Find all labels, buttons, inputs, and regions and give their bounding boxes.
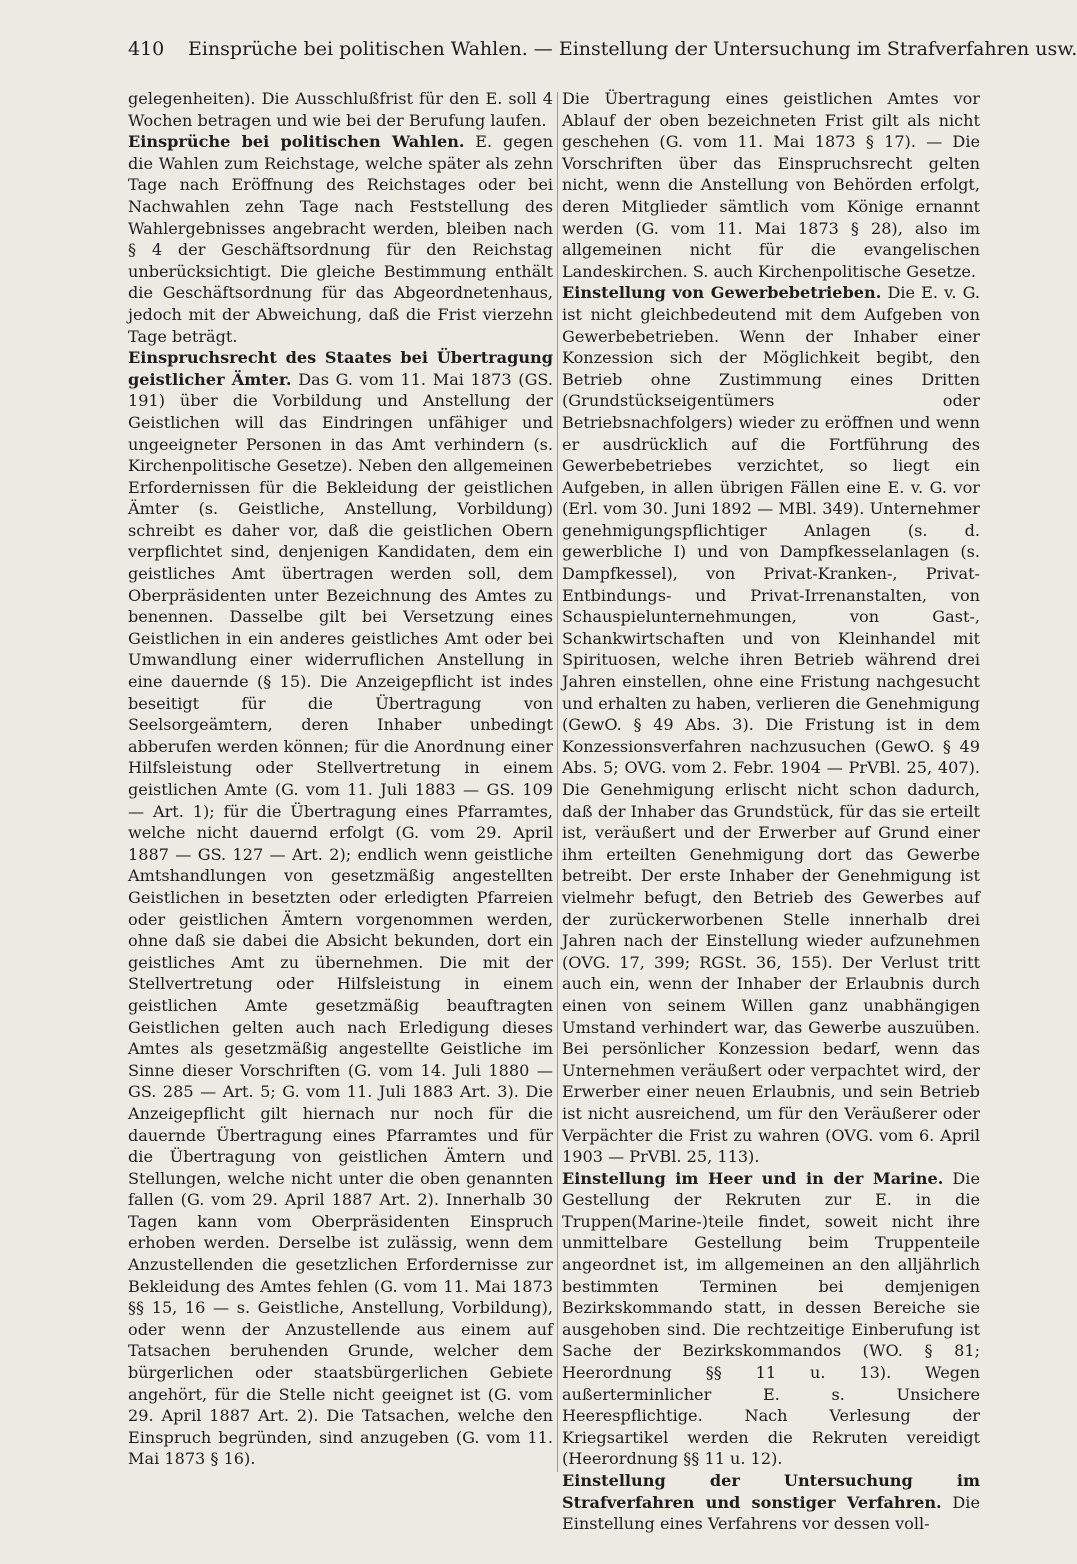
column-divider [557, 92, 558, 1472]
page-number: 410 [128, 38, 165, 60]
running-title: Einsprüche bei politischen Wahlen. — Einstellung der Untersuchung im Strafverfahren usw. [188, 38, 1077, 60]
entry-heading: Einstellung der Untersuchung im Strafverfahren und sonstiger Verfahren. [562, 1471, 980, 1512]
left-para-1: Einsprüche bei politischen Wahlen. E. gegen die Wahlen zum Reichstage, welche später als zehn Tage nach Eröffnung des Reichstages oder bei Nachwahlen zehn Tage nach Feststellung des Wahlergebnisses angebracht werden, bleiben nach § 4 der Geschäftsordnung für den Reichstag unberücksichtigt. Die gleiche Bestimmung enthält die Geschäftsordnung für das Abgeordnetenhaus, jedoch mit der Abweichung, daß die Frist vierzehn Tage beträgt. [128, 132, 553, 346]
entry-heading: Einspruchsrecht des Staates bei Übertragung geistlicher Ämter. [128, 348, 553, 389]
right-column [562, 88, 980, 1534]
right-para-0: Die Übertragung eines geistlichen Amtes vor Ablauf der oben bezeichneten Frist gilt als nicht geschehen (G. vom 11. Mai 1873 § 17). — Die Vorschriften über das Einspruchsrecht gelten nicht, wenn die Anstellung von Behörden erfolgt, deren Mitglieder sämtlich vom Könige ernannt werden (G. vom 11. Mai 1873 § 28), also im allgemeinen nicht für die evangelischen Landeskirchen. S. auch Kirchenpolitische Gesetze. [562, 89, 980, 281]
entry-heading: Einstellung im Heer und in der Marine. [562, 1168, 944, 1188]
entry-heading: Einsprüche bei politischen Wahlen. [128, 132, 465, 152]
left-para-2: Einspruchsrecht des Staates bei Übertragung geistlicher Ämter. Das G. vom 11. Mai 1873 (GS. 191) über die Vorbildung und Anstellung der Geistlichen will das Eindringen unfähiger und ungeeigneter Personen in das Amt verhindern (s. Kirchenpolitische Gesetze). Neben den allgemeinen Erfordernissen für die Bekleidung der geistlichen Ämter (s. Geistliche, Anstellung, Vorbildung) schreibt es daher vor, daß die geistlichen Obern verpflichtet sind, denjenigen Kandidaten, dem ein geistliches Amt übertragen werden soll, dem Oberpräsidenten unter Bezeichnung des Amtes zu benennen. Dasselbe gilt bei Versetzung eines Geistlichen in ein anderes geistliches Amt oder bei Umwandlung einer widerruflichen Anstellung in eine dauernde (§ 15). Die Anzeigepflicht ist indes beseitigt für die Übertragung von Seelsorgeämtern, deren Inhaber unbedingt abberufen werden können; für die Anordnung einer Hilfsleistung oder Stellvertretung in einem geistlichen Amte (G. vom 11. Juli 1883 — GS. 109 — Art. 1); für die Übertragung eines Pfarramtes, welche nicht dauernd erfolgt (G. vom 29. April 1887 — GS. 127 — Art. 2); endlich wenn geistliche Amtshandlungen von gesetzmäßig angestellten Geistlichen in besetzten oder erledigten Pfarreien oder geistlichen Ämtern vorgenommen werden, ohne daß sie dabei die Absicht bekunden, dort ein geistliches Amt zu übernehmen. Die mit der Stellvertretung oder Hilfsleistung in einem geistlichen Amte gesetzmäßig beauftragten Geistlichen gelten auch nach Erledigung dieses Amtes als gesetzmäßig angestellte Geistliche im Sinne dieser Vorschriften (G. vom 14. Juli 1880 — GS. 285 — Art. 5; G. vom 11. Juli 1883 Art. 3). Die Anzeigepflicht gilt hiernach nur noch für die dauernde Übertragung eines Pfarramtes und für die Übertragung von geistlichen Ämtern und Stellungen, welche nicht unter die oben genannten fallen (G. vom 29. April 1887 Art. 2). Innerhalb 30 Tagen kann vom Oberpräsidenten Einspruch erhoben werden. Derselbe ist zulässig, wenn dem Anzustellenden die gesetzlichen Erfordernisse zur Bekleidung des Amtes fehlen (G. vom 11. Mai 1873 §§ 15, 16 — s. Geistliche, Anstellung, Vorbildung), oder wenn der Anzustellende aus einem auf Tatsachen beruhenden Grunde, welcher dem bürgerlichen oder staatsbürgerlichen Gebiete angehört, für die Stelle nicht geeignet ist (G. vom 29. April 1887 Art. 2). Die Tatsachen, welche den Einspruch begründen, sind anzugeben (G. vom 11. Mai 1873 § 16). [128, 348, 553, 1469]
running-header [128, 34, 1077, 64]
left-column [128, 88, 553, 1483]
left-para-0: gelegenheiten). Die Ausschlußfrist für den E. soll 4 Wochen betragen und wie bei der Berufung laufen. [128, 89, 553, 130]
right-para-3: Einstellung der Untersuchung im Strafverfahren und sonstiger Verfahren. Die Einstellung eines Verfahrens vor dessen voll- [562, 1471, 980, 1534]
right-para-2: Einstellung im Heer und in der Marine. Die Gestellung der Rekruten zur E. in die Truppen(Marine-)teile findet, soweit nicht ihre unmittelbare Gestellung beim Truppenteile angeordnet ist, im allgemeinen an den alljährlich bestimmten Terminen bei demjenigen Bezirkskommando statt, in dessen Bereiche sie ausgehoben sind. Die rechtzeitige Einberufung ist Sache der Bezirkskommandos (WO. § 81; Heerordnung §§ 11 u. 13). Wegen außerterminlicher E. s. Unsichere Heerespflichtige. Nach Verlesung der Kriegsartikel werden die Rekruten vereidigt (Heerordnung §§ 11 u. 12). [562, 1168, 980, 1469]
entry-heading: Einstellung von Gewerbebetrieben. [562, 283, 882, 303]
right-para-1: Einstellung von Gewerbebetrieben. Die E. v. G. ist nicht gleichbedeutend mit dem Aufgeben von Gewerbebetrieben. Wenn der Inhaber einer Konzession sich der Möglichkeit begibt, den Betrieb ohne Zustimmung eines Dritten (Grundstückseigentümers oder Betriebsnachfolgers) wieder zu eröffnen und wenn er ausdrücklich auf die Fortführung des Gewerbebetriebes verzichtet, so liegt ein Aufgeben, in allen übrigen Fällen eine E. v. G. vor (Erl. vom 30. Juni 1892 — MBl. 349). Unternehmer genehmigungspflichtiger Anlagen (s. d. gewerbliche I) und von Dampfkesselanlagen (s. Dampfkessel), von Privat-Kranken-, Privat-Entbindungs- und Privat-Irrenanstalten, von Schauspielunternehmungen, von Gast-, Schankwirtschaften und von Kleinhandel mit Spirituosen, welche ihren Betrieb während drei Jahren einstellen, ohne eine Fristung nachgesucht und erhalten zu haben, verlieren die Genehmigung (GewO. § 49 Abs. 3). Die Fristung ist in dem Konzessionsverfahren nachzusuchen (GewO. § 49 Abs. 5; OVG. vom 2. Febr. 1904 — PrVBl. 25, 407). Die Genehmigung erlischt nicht schon dadurch, daß der Inhaber das Grundstück, für das sie erteilt ist, veräußert und der Erwerber auf Grund einer ihm erteilten Genehmigung dort das Gewerbe betreibt. Der erste Inhaber der Genehmigung ist vielmehr befugt, den Betrieb des Gewerbes auf der zurückerworbenen Stelle innerhalb drei Jahren nach der Einstellung wieder aufzunehmen (OVG. 17, 399; RGSt. 36, 155). Der Verlust tritt auch ein, wenn der Inhaber der Erlaubnis durch einen von seinem Willen ganz unabhängigen Umstand verhindert war, das Gewerbe auszuüben. Bei persönlicher Konzession bedarf, wenn das Unternehmen veräußert oder verpachtet wird, der Erwerber einer neuen Erlaubnis, und sein Betrieb ist nicht ausreichend, um für den Veräußerer oder Verpächter die Frist zu wahren (OVG. vom 6. April 1903 — PrVBl. 25, 113). [562, 283, 980, 1167]
